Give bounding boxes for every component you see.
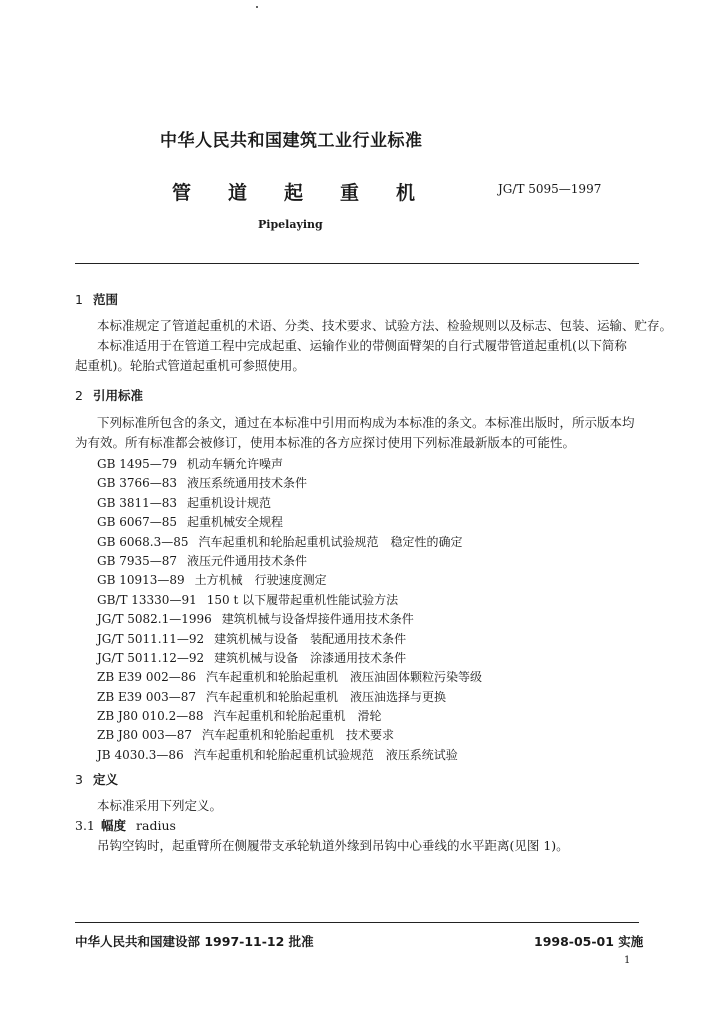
- section-1-para-2-line-1: 本标准适用于在管道工程中完成起重、运输作业的带侧面臂架的自行式履带管道起重机(以下简称: [97, 338, 627, 353]
- standard-ref-title: 汽车起重机和轮胎起重机试验规范 液压系统试验: [193, 747, 458, 762]
- standard-ref-code: GB 3811—83: [97, 495, 178, 510]
- standard-ref-title: 汽车起重机和轮胎起重机 液压油固体颗粒污染等级: [206, 670, 483, 685]
- standard-ref-code: ZB J80 003—87: [97, 728, 193, 743]
- subsection-3-1-text: 吊钩空钩时，起重臂所在侧履带支承轮轨道外缘到吊钩中心垂线的水平距离(见图 1)。: [97, 838, 569, 853]
- list-item: [97, 494, 482, 513]
- list-item: [97, 571, 482, 590]
- list-item: [97, 610, 482, 629]
- standard-ref-title: 汽车起重机和轮胎起重机试验规范 稳定性的确定: [198, 534, 463, 549]
- section-1-para-2-line-2: 起重机)。轮胎式管道起重机可参照使用。: [75, 358, 305, 373]
- standard-ref-code: GB 1495—79: [97, 457, 178, 471]
- list-item: [97, 668, 482, 687]
- list-item: [97, 455, 482, 474]
- standard-ref-title: 起重机设计规范: [187, 495, 272, 510]
- standard-ref-title: 机动车辆允许噪声: [187, 457, 284, 471]
- section-3-heading: [75, 770, 118, 788]
- document-title: 管道起重机: [172, 182, 453, 204]
- issuer-approval: 中华人民共和国建设部 1997-11-12 批准: [75, 934, 314, 949]
- list-item: [97, 649, 482, 668]
- list-item: [97, 591, 482, 610]
- scan-speck: [256, 6, 258, 8]
- list-item: [97, 474, 482, 493]
- standard-ref-title: 液压系统通用技术条件: [187, 476, 308, 491]
- list-item: [97, 513, 482, 532]
- standard-ref-title: 土方机械 行驶速度测定: [194, 573, 327, 588]
- standard-ref-code: ZB E39 002—86: [97, 670, 196, 685]
- standard-ref-code: JG/T 5011.11—92: [97, 631, 205, 646]
- list-item: [97, 533, 482, 552]
- section-1-heading: [75, 290, 118, 308]
- referenced-standards-list: [97, 455, 482, 765]
- section-number: 3: [75, 772, 83, 787]
- section-3-para-1: 本标准采用下列定义。: [97, 798, 223, 813]
- standard-ref-code: ZB J80 010.2—88: [97, 709, 204, 724]
- section-2-para-line-1: 下列标准所包含的条文，通过在本标准中引用而构成为本标准的条文。本标准出版时，所示版本均: [97, 415, 635, 430]
- standard-ref-title: 汽车起重机和轮胎起重机 技术要求: [202, 728, 395, 743]
- org-title: 中华人民共和国建筑工业行业标准: [160, 131, 423, 151]
- standard-ref-title: 起重机械安全规程: [187, 515, 284, 530]
- standard-ref-title: 汽车起重机和轮胎起重机 液压油选择与更换: [206, 689, 447, 704]
- footer-divider: [75, 922, 639, 923]
- section-number: 2: [75, 388, 83, 403]
- section-title: 定义: [93, 772, 119, 787]
- section-number: 1: [75, 292, 83, 307]
- standard-ref-code: JB 4030.3—86: [97, 747, 184, 762]
- section-2-para-line-2: 为有效。所有标准都会被修订，使用本标准的各方应探讨使用下列标准最新版本的可能性。: [75, 435, 576, 450]
- list-item: [97, 630, 482, 649]
- list-item: [97, 726, 482, 745]
- section-1-para-1: 本标准规定了管道起重机的术语、分类、技术要求、试验方法、检验规则以及标志、包装、运输、贮存。: [97, 318, 673, 333]
- subsection-english-term: radius: [136, 818, 176, 833]
- standard-ref-code: JG/T 5011.12—92: [97, 650, 205, 665]
- effective-date: 1998-05-01 实施: [534, 934, 644, 949]
- standard-ref-code: GB 7935—87: [97, 553, 178, 568]
- list-item: [97, 707, 482, 726]
- standard-ref-code: JG/T 5082.1—1996: [97, 612, 212, 627]
- page-number: 1: [624, 955, 631, 966]
- standard-ref-title: 150 t 以下履带起重机性能试验方法: [206, 592, 399, 607]
- list-item: [97, 552, 482, 571]
- standard-ref-title: 汽车起重机和轮胎起重机 滑轮: [213, 709, 382, 724]
- standard-ref-code: GB 6067—85: [97, 515, 178, 530]
- section-title: 范围: [93, 292, 119, 307]
- subsection-number: 3.1: [75, 818, 95, 833]
- standard-ref-code: ZB E39 003—87: [97, 689, 196, 704]
- standard-ref-title: 建筑机械与设备焊接件通用技术条件: [221, 612, 414, 627]
- section-2-heading: [75, 386, 143, 404]
- standard-ref-code: GB 3766—83: [97, 476, 178, 491]
- subsection-3-1-heading: [75, 816, 176, 836]
- english-title: Pipelaying: [258, 218, 323, 231]
- header-divider: [75, 263, 639, 264]
- list-item: [97, 746, 482, 765]
- list-item: [97, 688, 482, 707]
- standard-ref-code: GB 6068.3—85: [97, 534, 189, 549]
- standard-code: JG/T 5095—1997: [498, 182, 602, 196]
- standard-ref-title: 液压元件通用技术条件: [187, 553, 308, 568]
- standard-ref-title: 建筑机械与设备 涂漆通用技术条件: [214, 650, 407, 665]
- subsection-title: 幅度: [101, 818, 127, 833]
- standard-ref-title: 建筑机械与设备 装配通用技术条件: [214, 631, 407, 646]
- section-title: 引用标准: [93, 388, 144, 403]
- standard-ref-code: GB 10913—89: [97, 573, 185, 588]
- standard-ref-code: GB/T 13330—91: [97, 592, 197, 607]
